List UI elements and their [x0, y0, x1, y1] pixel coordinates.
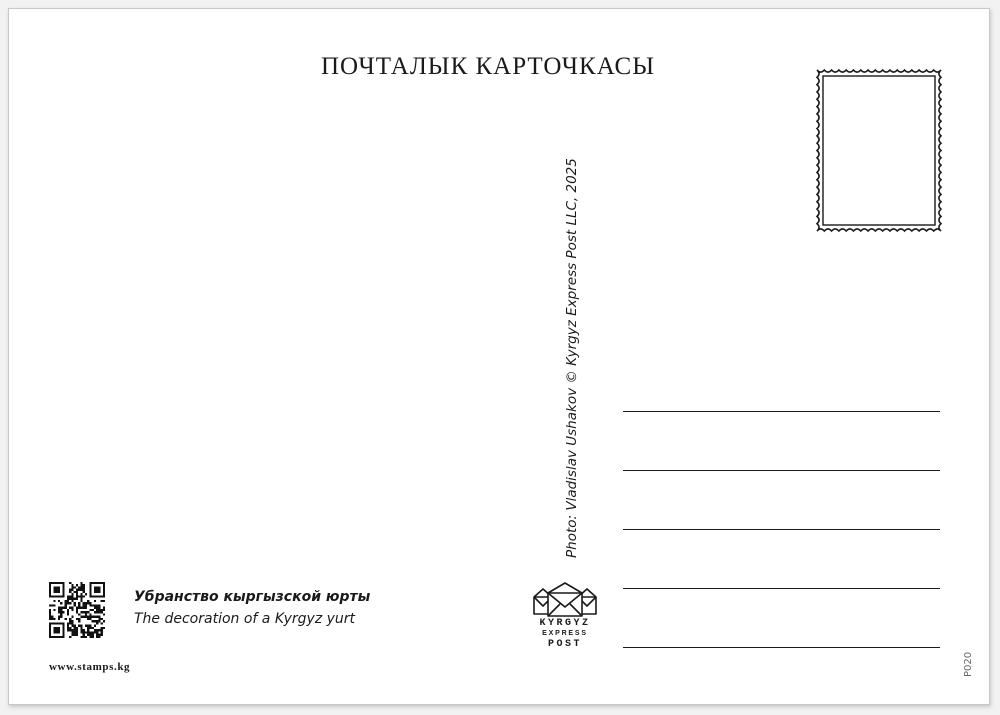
address-line — [623, 411, 940, 412]
logo-text-kyrgyz: KYRGYZ — [539, 618, 591, 629]
address-line — [623, 588, 940, 589]
stamp-frame-icon — [814, 67, 944, 234]
address-line — [623, 647, 940, 648]
caption-russian: Убранство кыргызской юрты — [134, 589, 371, 605]
stamp-placeholder — [814, 67, 944, 234]
logo-text-post: POST — [547, 639, 582, 650]
postcard-title: ПОЧТАЛЫК КАРТОЧКАСЫ — [321, 53, 656, 80]
stamp-inner-border — [823, 76, 935, 225]
postcard — [8, 8, 990, 705]
photo-credit: Photo: Vladislav Ushakov © Kyrgyz Express Post LLC, 2025 — [564, 158, 580, 558]
kyrgyz-express-post-logo — [531, 582, 599, 664]
address-line — [623, 470, 940, 471]
logo-text-express: EXPRESS — [542, 630, 588, 637]
address-line — [623, 529, 940, 530]
product-code: P020 — [963, 651, 974, 677]
website-link[interactable]: www.stamps.kg — [49, 661, 131, 673]
caption-english: The decoration of a Kyrgyz yurt — [134, 611, 356, 627]
stamp-perforation — [817, 70, 941, 231]
qr-code-icon[interactable] — [49, 582, 105, 638]
envelopes-icon — [532, 582, 598, 618]
